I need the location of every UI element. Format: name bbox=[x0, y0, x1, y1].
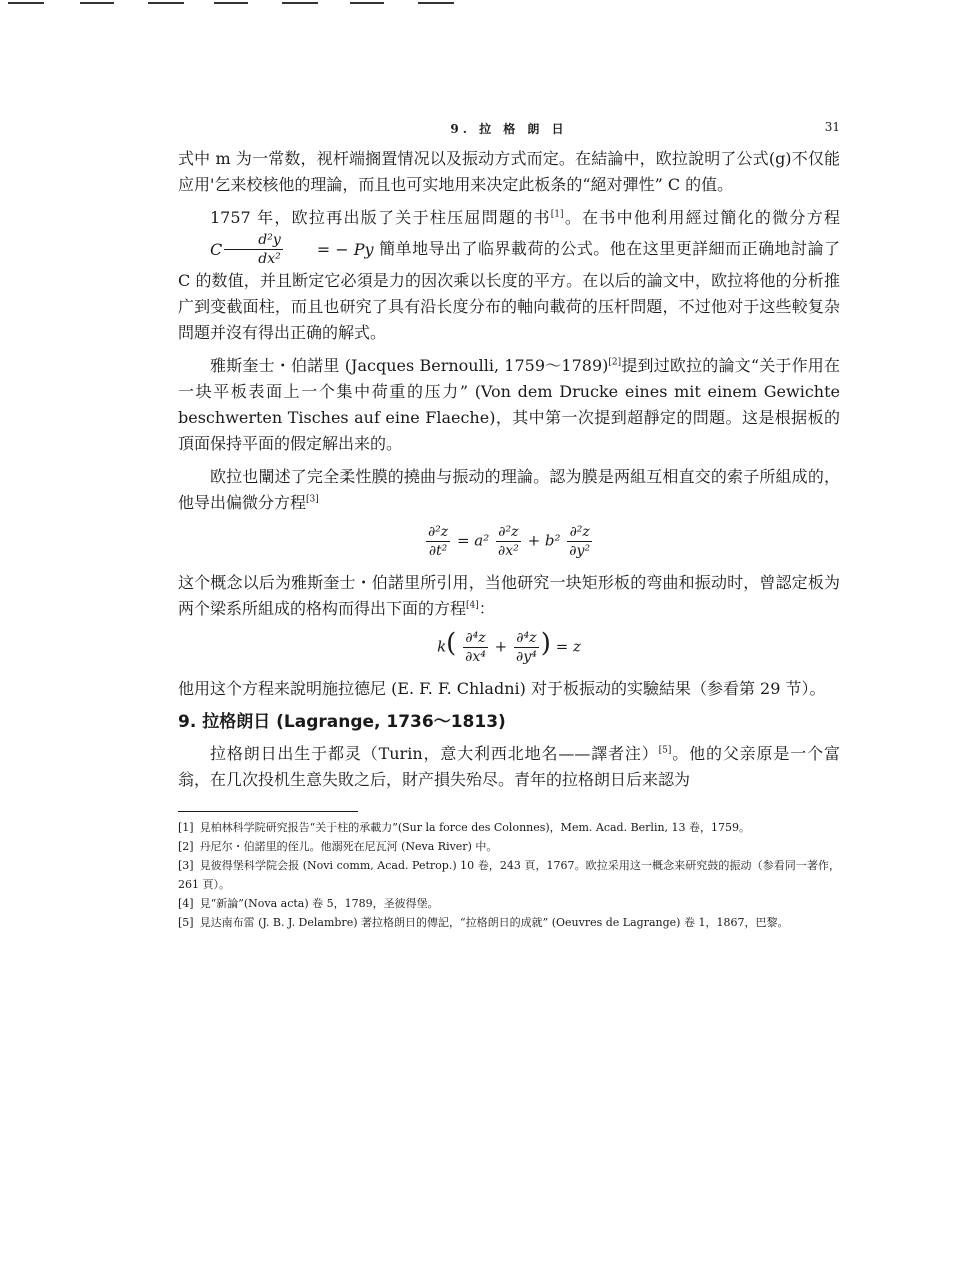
eq-rhs: = − Py bbox=[316, 239, 374, 259]
footnote-tag: [1] bbox=[178, 821, 194, 834]
paragraph-6: 他用这个方程来說明施拉德尼 (E. F. F. Chladni) 对于板振动的实驗結果（参看第 29 节）。 bbox=[178, 679, 826, 698]
eq2-term2-num: ∂⁴z bbox=[514, 629, 539, 648]
footnote-ref-4[interactable]: [4] bbox=[466, 600, 479, 611]
eq2-rhs: = z bbox=[555, 637, 581, 656]
running-header bbox=[178, 120, 840, 140]
paragraph-4 bbox=[178, 464, 840, 516]
eq1-plus: + b² bbox=[527, 531, 561, 550]
footnote-text: 見彼得堡科学院会报 (Novi comm, Acad. Petrop.) 10 卷，243 頁，1767。欧拉采用这一概念来研究鼓的振动（参看同一著作，261 頁）。 bbox=[178, 859, 840, 891]
eq2-close-paren: ) bbox=[540, 628, 551, 659]
eq1-term2-num: ∂²z bbox=[567, 523, 592, 542]
eq2-term2 bbox=[514, 629, 539, 666]
eq-numerator: d²y bbox=[224, 231, 282, 250]
paragraph-2-text-b: 。在书中他利用經过簡化的微分方程 bbox=[563, 208, 840, 227]
eq2-term2-den: ∂y⁴ bbox=[515, 649, 537, 665]
section-heading: 9. 拉格朗日 (Lagrange, 1736～1813) bbox=[178, 712, 506, 732]
paragraph-5-text-a: 这个概念以后为雅斯奎士・伯諾里所引用，当他研究一块矩形板的弯曲和振动时，曾認定板为两个梁系所組成的格构而得出下面的方程 bbox=[178, 573, 840, 618]
eq2-term1-den: ∂x⁴ bbox=[465, 649, 486, 665]
footnotes bbox=[178, 818, 840, 932]
paragraph-1: 式中 m 为一常数，视杆端搁置情况以及振动方式而定。在結論中，欧拉說明了公式(g)不仅能应用'乞来校核他的理論，而且也可实地用来决定此板条的“絕对彈性” C 的值。 bbox=[178, 149, 840, 194]
eq2-term1-num: ∂⁴z bbox=[463, 629, 488, 648]
page-number: 31 bbox=[824, 120, 840, 134]
eq1-term1-den: ∂x² bbox=[498, 543, 519, 559]
eq1-term1-num: ∂²z bbox=[496, 523, 521, 542]
header-title: 9. 拉 格 朗 日 bbox=[450, 122, 568, 136]
eq-denominator: dx² bbox=[258, 251, 281, 267]
paragraph-3-text-a: 雅斯奎士・伯諾里 (Jacques Bernoulli, 1759～1789) bbox=[210, 356, 609, 375]
footnote-2 bbox=[178, 837, 840, 856]
paragraph-5-text-b: ： bbox=[478, 599, 495, 618]
eq-coefficient: C bbox=[210, 239, 223, 259]
paragraph-5 bbox=[178, 570, 840, 622]
eq1-term1 bbox=[496, 523, 521, 560]
top-scan-marks bbox=[0, 2, 979, 6]
footnote-ref-5[interactable]: [5] bbox=[658, 745, 672, 756]
paragraph-7-text-b: 。他的父亲原是一个富翁，在几次投机生意失敗之后，財产損失殆尽。青年的拉格朗日后来認为 bbox=[178, 744, 840, 789]
eq2-k: k bbox=[437, 637, 447, 656]
footnote-tag: [5] bbox=[178, 916, 194, 929]
paragraph-2 bbox=[178, 205, 840, 346]
inline-equation-beam bbox=[178, 231, 374, 268]
eq1-term2 bbox=[567, 523, 592, 560]
footnote-4 bbox=[178, 894, 840, 913]
paragraph-7 bbox=[178, 741, 840, 793]
footnote-tag: [4] bbox=[178, 897, 194, 910]
paragraph-3-text-b: 提到过欧拉的論文“关于作用在一块平板表面上一个集中荷重的压力” (Von dem Drucke eines mit einem Gewichte beschwerten Tisches auf eine Flaeche)，其中第一次提到超靜定的問題。这是根据板的頂面保持平面的假定解出来的。 bbox=[178, 356, 840, 453]
eq-fraction bbox=[224, 231, 282, 268]
eq1-term2-den: ∂y² bbox=[569, 543, 591, 559]
paragraph-4-text: 欧拉也闡述了完全柔性膜的撓曲与振动的理論。認为膜是两組互相直交的索子所組成的，他导出偏微分方程 bbox=[178, 467, 840, 512]
footnote-text: 見柏林科学院研究报告“关于柱的承載力”(Sur la force des Colonnes)，Mem. Acad. Berlin, 13 卷，1759。 bbox=[199, 821, 751, 834]
paragraph-2-text-c: 簡单地导出了临界載荷的公式。他在这里更詳細而正确地討論了 C 的数值，并且断定它必須是力的因次乘以长度的平方。在以后的論文中，欧拉将他的分析推广到变截面柱，而且也研究了具有沿长度分布的軸向載荷的压杆問題，不过他对于这些較复杂問題并沒有得出正确的解式。 bbox=[178, 239, 840, 342]
membrane-equation bbox=[178, 523, 840, 560]
eq2-term1 bbox=[463, 629, 488, 666]
footnote-5 bbox=[178, 913, 840, 932]
footnote-ref-1[interactable]: [1] bbox=[550, 209, 564, 220]
footnote-divider bbox=[178, 811, 358, 812]
footnote-3 bbox=[178, 856, 840, 894]
footnote-ref-3[interactable]: [3] bbox=[306, 494, 319, 505]
eq2-open-paren: ( bbox=[446, 628, 457, 659]
eq2-plus: + bbox=[494, 637, 508, 656]
eq1-lhs-den: ∂t² bbox=[428, 543, 448, 559]
footnote-text: 見达南布雷 (J. B. J. Delambre) 著拉格朗日的傳記，“拉格朗日的成就” (Oeuvres de Lagrange) 卷 1，1867，巴黎。 bbox=[199, 916, 789, 929]
paragraph-2-text-a: 1757 年，欧拉再出版了关于柱压屈問題的书 bbox=[210, 208, 551, 227]
footnote-text: 丹尼尔・伯諾里的侄儿。他溺死在尼瓦河 (Neva River) 中。 bbox=[199, 840, 498, 853]
paragraph-3 bbox=[178, 353, 840, 457]
paragraph-7-text-a: 拉格朗日出生于都灵（Turin，意大利西北地名——譯者注） bbox=[210, 744, 659, 763]
eq1-equals: = a² bbox=[456, 531, 490, 550]
footnote-tag: [2] bbox=[178, 840, 194, 853]
eq1-lhs-num: ∂²z bbox=[427, 524, 449, 540]
footnote-tag: [3] bbox=[178, 859, 194, 872]
footnote-text: 見“新論”(Nova acta) 卷 5，1789，圣彼得堡。 bbox=[199, 897, 439, 910]
page-body bbox=[178, 146, 840, 932]
footnote-ref-2[interactable]: [2] bbox=[608, 357, 622, 368]
eq1-lhs bbox=[426, 523, 450, 560]
plate-equation bbox=[178, 629, 840, 666]
footnote-1 bbox=[178, 818, 840, 837]
